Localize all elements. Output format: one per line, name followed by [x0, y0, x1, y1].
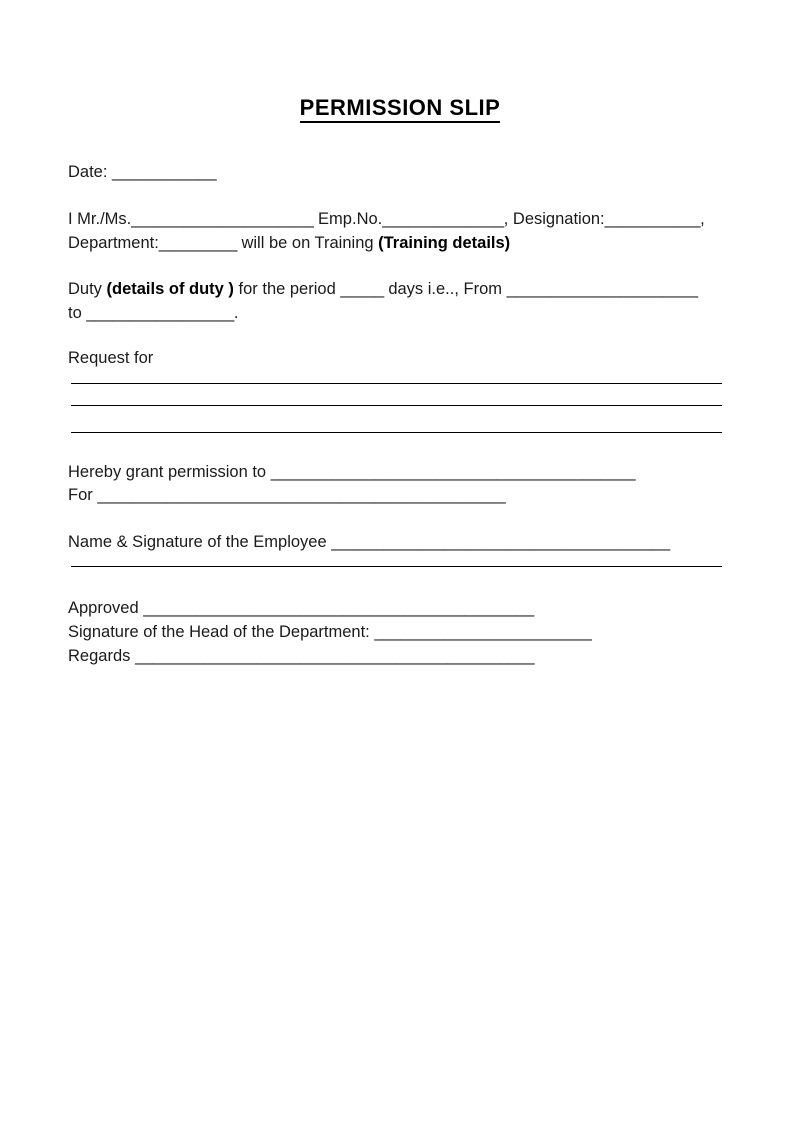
- request-line-1[interactable]: [71, 383, 722, 384]
- designation-blank[interactable]: ___________: [604, 210, 701, 228]
- grant-permission-line: [68, 460, 724, 484]
- department-blank[interactable]: _________: [158, 234, 237, 252]
- approved-label: Approved: [68, 599, 144, 617]
- duty-from-text: days i.e.., From: [383, 280, 507, 298]
- page-title: [0, 95, 800, 121]
- request-line-3[interactable]: [71, 432, 722, 433]
- empno-label: Emp.No.: [313, 210, 383, 228]
- date-line: [68, 160, 724, 184]
- empno-blank[interactable]: ______________: [382, 210, 504, 228]
- page-title-text: PERMISSION SLIP: [300, 95, 501, 123]
- date-blank[interactable]: ____________: [112, 163, 217, 181]
- request-for-label: Request for: [68, 349, 154, 367]
- employee-name-blank[interactable]: _____________________: [131, 210, 314, 228]
- hod-signature-line: [68, 620, 724, 644]
- for-label: For: [68, 486, 98, 504]
- duty-period-end: .: [233, 304, 239, 322]
- employee-signature-line-2[interactable]: [71, 566, 722, 567]
- employee-signature-blank[interactable]: _______________________________________: [331, 533, 670, 551]
- request-line-2[interactable]: [71, 405, 722, 406]
- regards-label: Regards: [68, 647, 135, 665]
- hod-signature-blank[interactable]: _________________________: [374, 623, 592, 641]
- employee-intro-paragraph: [68, 207, 724, 255]
- duty-to-label: to: [68, 304, 87, 322]
- regards-line: [68, 644, 724, 668]
- for-blank[interactable]: _______________________________________________: [97, 486, 506, 504]
- employee-signature-label: Name & Signature of the Employee: [68, 533, 332, 551]
- duty-paragraph: [68, 277, 724, 325]
- duty-details-note: (details of duty ): [106, 280, 234, 298]
- department-label: Department:: [68, 234, 159, 252]
- duty-period-text: for the period: [233, 280, 341, 298]
- date-label: Date:: [68, 163, 113, 181]
- grant-permission-blank[interactable]: __________________________________________: [270, 463, 636, 481]
- duty-from-blank[interactable]: ______________________: [506, 280, 698, 298]
- intro-prefix: I Mr./Ms.: [68, 210, 132, 228]
- designation-label: , Designation:: [503, 210, 605, 228]
- for-line: [68, 483, 724, 507]
- employee-signature-line: [68, 530, 724, 554]
- duty-label: Duty: [68, 280, 107, 298]
- regards-blank[interactable]: ______________________________________________: [134, 647, 535, 665]
- training-details-note: (Training details): [378, 234, 511, 252]
- hod-signature-label: Signature of the Head of the Department:: [68, 623, 375, 641]
- intro-comma: ,: [700, 210, 705, 228]
- grant-permission-label: Hereby grant permission to: [68, 463, 271, 481]
- training-text: will be on Training: [236, 234, 379, 252]
- approved-line: [68, 596, 724, 620]
- duty-to-blank[interactable]: _________________: [86, 304, 234, 322]
- approved-blank[interactable]: _____________________________________________: [143, 599, 534, 617]
- duty-days-blank[interactable]: _____: [340, 280, 384, 298]
